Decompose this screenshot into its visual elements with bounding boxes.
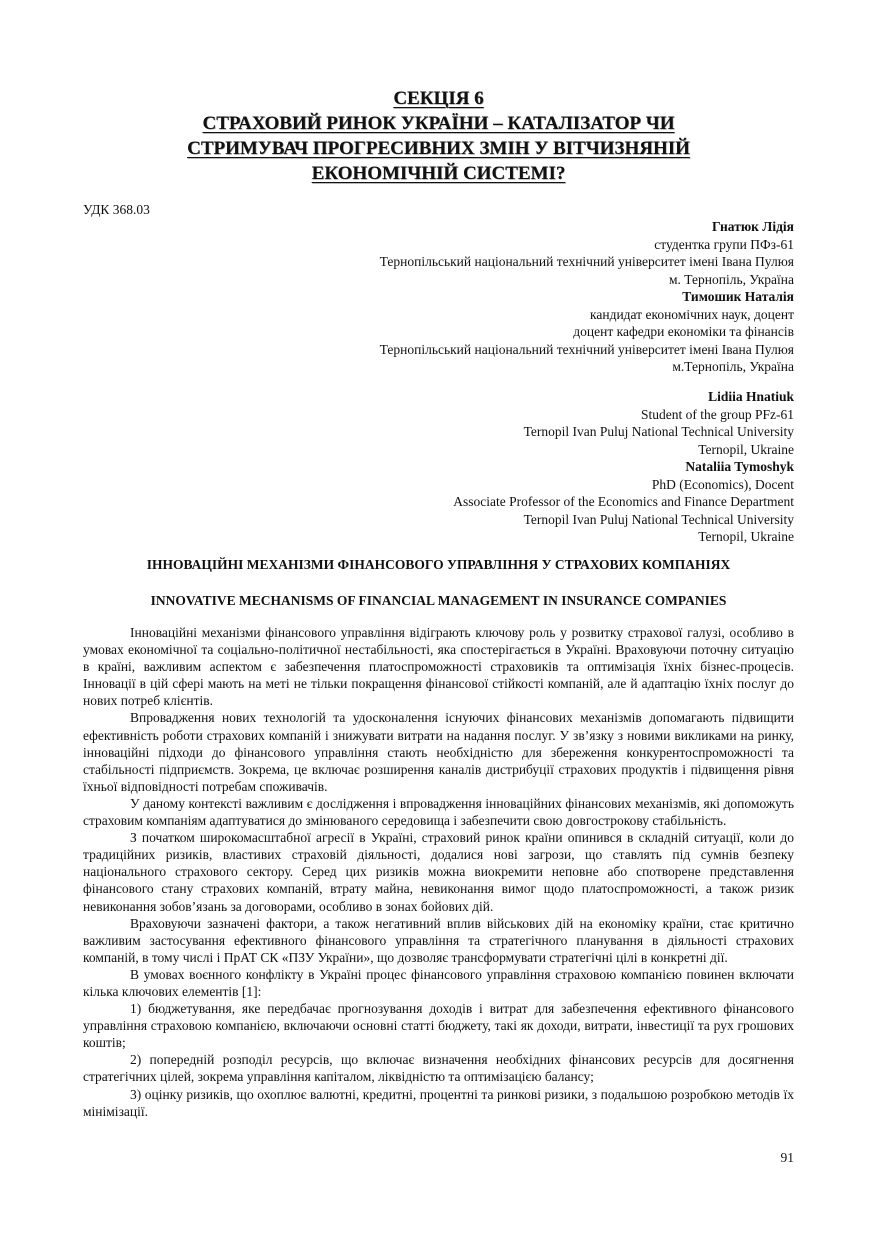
body-paragraph: Інноваційні механізми фінансового управління відіграють ключову роль у розвитку страхової галузі, особливо в умовах економічної та соціально-політичної нестабільності, яка спостерігається в Україні. Враховуючи поточну ситуацію в країні, важливим аспектом є забезпечення платоспроможності страховиків та оптимізація їхніх бізнес-процесів. Інновації в цій сфері мають на меті не тільки покращення фінансової стійкості компаній, але й адаптацію їхніх послуг до нових потреб клієнтів. [83,625,794,709]
body-paragraph: У даному контексті важливим є дослідження і впровадження інноваційних фінансових механізмів, які допоможуть страховим компаніям адаптуватися до змінюваного середовища і забезпечити свою довгострокову стабільність. [83,795,794,829]
author-name: Lidiia Hnatiuk [708,389,794,404]
section-number: СЕКЦІЯ 6 [393,88,484,109]
list-item: 2) попередній розподіл ресурсів, що включає визначення необхідних фінансових ресурсів для досягнення стратегічних цілей, зокрема управління капіталом, ліквідністю та оптимізацією балансу; [83,1052,794,1085]
author-affiliation: доцент кафедри економіки та фінансів [573,324,794,339]
body-paragraph: Впровадження нових технологій та удосконалення існуючих фінансових механізмів допомагають підвищити ефективність роботи страхових компаній і знижувати витрати на надання послуг. У зв’язку з новими викликами на ринку, інноваційні підходи до фінансового управління стають необхідністю для збереження конкурентоспроможності та стабільності підприємств. Зокрема, це включає розширення каналів дистрибуції страхових продуктів і підвищення рівня їхньої відповідності потребам споживачів. [83,710,794,794]
author-affiliation: м.Тернопіль, Україна [672,359,794,374]
author-affiliation: Тернопільський національний технічний університет імені Івана Пулюя [379,254,794,269]
udk-code: УДК 368.03 [83,202,150,217]
paper-title-english: INNOVATIVE MECHANISMS OF FINANCIAL MANAGEMENT IN INSURANCE COMPANIES [150,593,727,608]
author-affiliation: Ternopil Ivan Puluj National Technical University [523,424,794,439]
author-affiliation: Ternopil, Ukraine [698,441,794,457]
author-affiliation: PhD (Economics), Docent [651,476,794,492]
author-name: Тимошик Наталія [682,289,794,304]
author-affiliation: Тернопільський національний технічний університет імені Івана Пулюя [379,341,794,357]
author-affiliation: Ternopil Ivan Puluj National Technical University [523,511,794,527]
list-item: 3) оцінку ризиків, що охоплює валютні, кредитні, процентні та ринкові ризики, з подальшою розробкою методів їх мінімізації. [83,1086,794,1119]
page-number: 91 [780,1150,794,1165]
authors-english [453,388,794,546]
author-name: Nataliia Tymoshyk [685,459,794,474]
body-paragraph: З початком широкомасштабної агресії в Україні, страховий ринок країни опинився в складній ситуації, коли до традиційних ризиків, властивих страховій діяльності, додалися нові загрози, що ставлять під сумнів безпеку національного страхового сектору. Серед цих ризиків можна виокремити неповне або спотворене представлення фінансового стану страхових компаній, втрату майна, невиконання вимог щодо платоспроможності, а також ризик невиконання зобов’язань за договорами, особливо в зонах бойових дій. [83,830,794,914]
author-name: Гнатюк Лідія [711,219,794,234]
section-title-line-3: ЕКОНОМІЧНІЙ СИСТЕМІ? [311,163,566,184]
list-item: 1) бюджетування, яке передбачає прогнозування доходів і витрат для забезпечення ефективного фінансового управління страховою компанією, включаючи основні статті бюджету, такі як доходи, витрати, інвестиції та рух грошових коштів; [83,1001,794,1051]
section-title-line-2: СТРИМУВАЧ ПРОГРЕСИВНИХ ЗМІН У ВІТЧИЗНЯНІЙ [187,138,690,159]
author-affiliation: Associate Professor of the Economics and Finance Department [453,494,794,509]
author-affiliation: м. Тернопіль, Україна [668,271,794,287]
paper-title-ukrainian: ІННОВАЦІЙНІ МЕХАНІЗМИ ФІНАНСОВОГО УПРАВЛІННЯ У СТРАХОВИХ КОМПАНІЯХ [146,557,731,572]
body-paragraph: В умовах воєнного конфлікту в Україні процес фінансового управління страховою компанією повинен включати кілька ключових елементів [1]: [83,966,794,999]
section-heading [110,86,767,186]
section-title-line-1: СТРАХОВИЙ РИНОК УКРАЇНИ – КАТАЛІЗАТОР ЧИ [202,113,675,134]
paper-body [83,624,794,1120]
author-affiliation: Ternopil, Ukraine [698,529,794,544]
body-paragraph: Враховуючи зазначені фактори, а також негативний вплив військових дій на економіку країни, стає критично важливим застосування ефективного фінансового управління та стратегічного планування в діяльності страхових компаній, в тому числі і ПрАТ СК «ПЗУ України», що дозволяє трансформувати стратегічні цілі в конкретні дії. [83,915,794,965]
author-affiliation: кандидат економічних наук, доцент [590,306,794,322]
author-affiliation: студентка групи ПФз-61 [654,236,794,252]
authors-ukrainian [380,218,794,376]
author-affiliation: Student of the group PFz-61 [641,406,794,422]
